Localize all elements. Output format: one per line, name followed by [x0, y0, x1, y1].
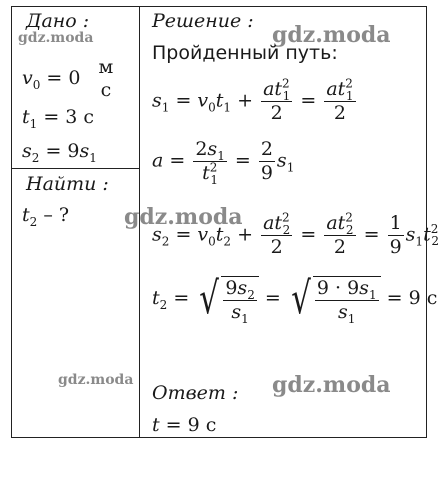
answer-value: t = 9 с	[152, 414, 217, 436]
watermark: gdz.moda	[124, 204, 243, 230]
find-t2: $t_2$ – ?	[22, 204, 70, 229]
watermark: gdz.moda	[272, 22, 391, 48]
equation-a: a = $\frac{2s_1}{t^2_1}$ = $\frac{2}{9}$ $s_1$	[152, 138, 295, 187]
given-header: Дано :	[26, 10, 90, 32]
given-s2: $s_2 = 9s_1$	[22, 140, 97, 165]
watermark: gdz.moda	[18, 30, 94, 46]
given-v0: $v_0 = 0$ м с	[22, 56, 114, 101]
solution-line1: Пройденный путь:	[152, 42, 338, 64]
equation-t2: $t_2$ = √ $\frac{9s_2}{s_1}$ = √ $\frac{9 \cdot 9s_1}{s_1}$ = 9 с	[152, 273, 438, 326]
solution-header: Решение :	[152, 10, 254, 32]
equation-s2: $s_2 = v_0t_2$ + $\frac{at^2_2}{2}$ = $\frac{at^2_2}{2}$ = $\frac{1}{9}$ $s_1t^2_2$	[152, 210, 439, 258]
watermark: gdz.moda	[58, 372, 134, 388]
row-divider	[11, 168, 140, 169]
answer-header: Ответ :	[152, 382, 239, 404]
watermark: gdz.moda	[272, 372, 391, 398]
given-t1: $t_1 = 3$ с	[22, 106, 95, 131]
find-header: Найти :	[26, 173, 109, 195]
equation-s1: $s_1 = v_0t_1$ + $\frac{at^2_1}{2}$ = $\frac{at^2_1}{2}$	[152, 76, 354, 124]
